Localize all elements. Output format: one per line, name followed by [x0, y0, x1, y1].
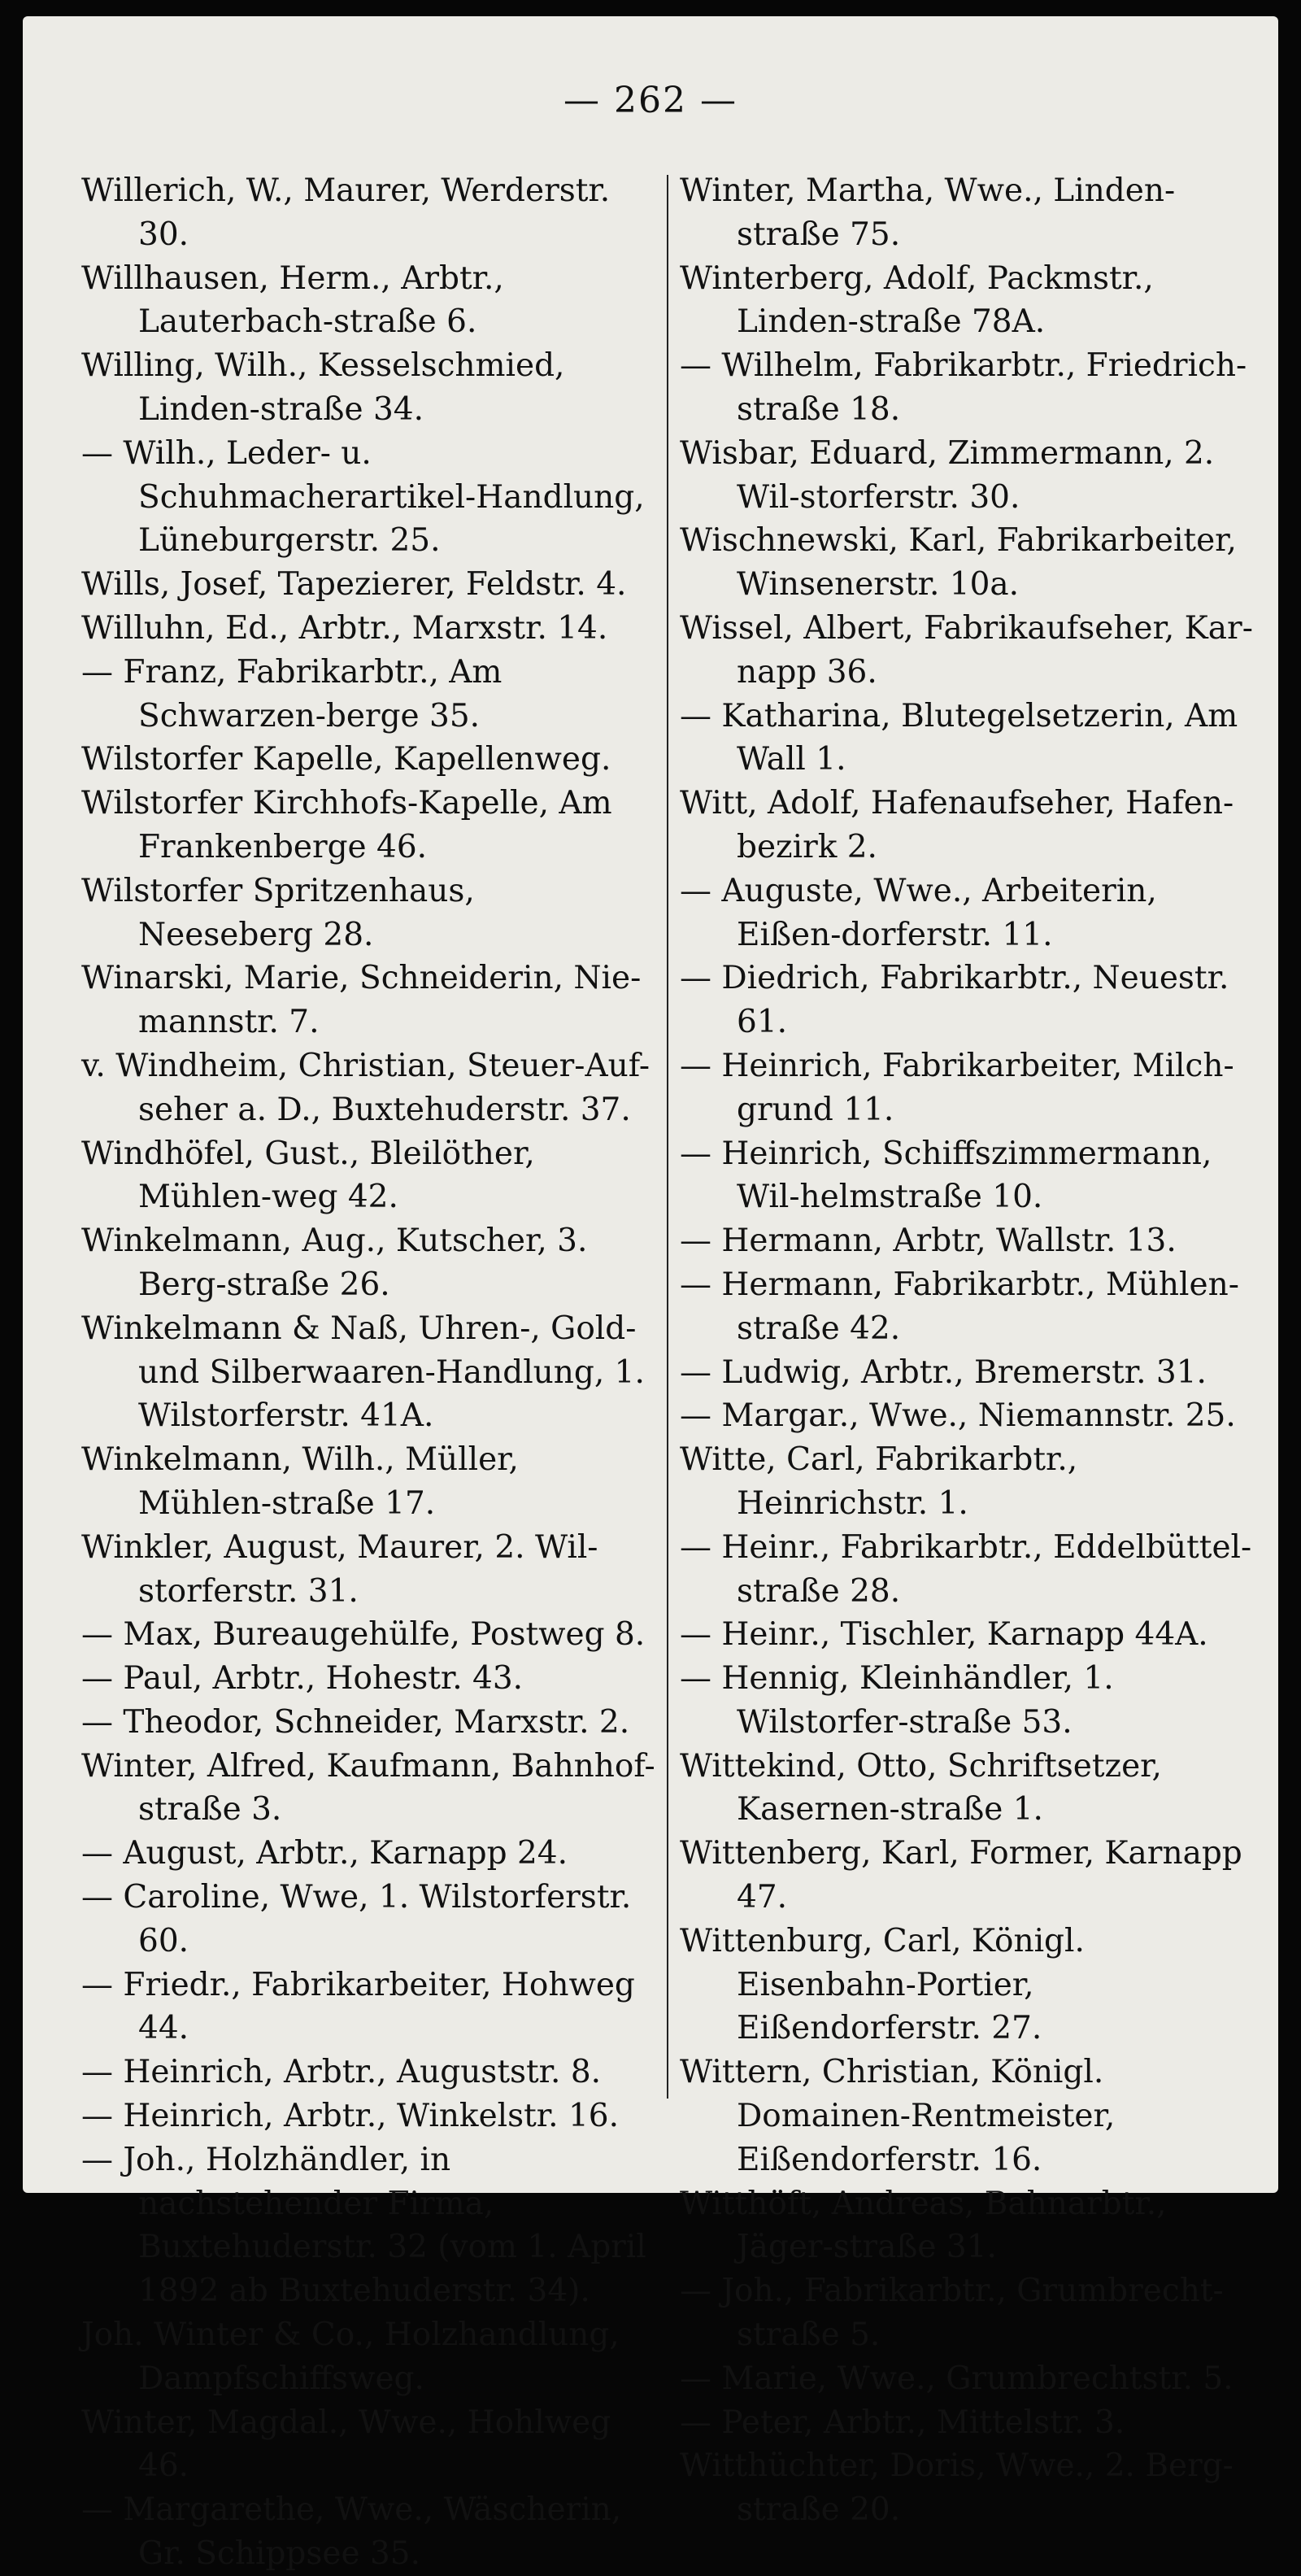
directory-page [23, 16, 1278, 2573]
directory-entry: — Paul, Arbtr., Hohestr. 43. [81, 1660, 524, 1698]
directory-entry: — Franz, Fabrikarbtr., Am Schwarzen-berge 35. [81, 653, 503, 734]
directory-entry: Winter, Magdal., Wwe., Hohlweg 46. [81, 2404, 611, 2485]
directory-entry: — Heinr., Tischler, Karnapp 44A. [680, 1616, 1208, 1654]
directory-entry: — Theodor, Schneider, Marxstr. 2. [81, 1703, 630, 1741]
right-column [680, 169, 1257, 2532]
directory-entry: — Wilh., Leder- u. Schuhmacherartikel-Handlung, Lüneburgerstr. 25. [81, 434, 645, 560]
column-divider [667, 175, 668, 2099]
directory-entry: — Marie, Wwe., Grumbrechtstr. 5. [680, 2360, 1234, 2397]
directory-entry: — Caroline, Wwe, 1. Wilstorferstr. 60. [81, 1879, 632, 1959]
directory-entry: Joh. Winter & Co., Holzhandlung, Dampfschiffsweg. [81, 2317, 620, 2397]
directory-entry: Windhöfel, Gust., Bleilöther, Mühlen-weg 42. [81, 1135, 535, 1216]
directory-entry: Willhausen, Herm., Arbtr., Lauterbach-straße 6. [81, 259, 504, 341]
directory-entry: Witthöft, Andreas, Bahnarbtr., Jäger-straße 31. [680, 2185, 1167, 2266]
directory-entry: Winkelmann, Aug., Kutscher, 3. Berg-straße 26. [81, 1223, 588, 1303]
directory-entry: Wittenburg, Carl, Königl. Eisenbahn-Portier, Eißendorferstr. 27. [680, 1922, 1085, 2047]
directory-entry: v. Windheim, Christian, Steuer-Auf-seher a. D., Buxtehuderstr. 37. [81, 1047, 650, 1128]
directory-entry: — Max, Bureaugehülfe, Postweg 8. [81, 1616, 646, 1654]
directory-entry: Winarski, Marie, Schneiderin, Nie-mannstr. 7. [81, 960, 642, 1041]
directory-entry: — Margarethe, Wwe., Wäscherin, Gr. Schippsee 35. [81, 2491, 622, 2573]
directory-entry: Witte, Carl, Fabrikarbtr., Heinrichstr. 1. [680, 1441, 1078, 1522]
directory-entry: Wilstorfer Spritzenhaus, Neeseberg 28. [81, 872, 475, 953]
directory-entry: Winter, Alfred, Kaufmann, Bahnhof-straße 3. [81, 1747, 655, 1828]
directory-entry: Wills, Josef, Tapezierer, Feldstr. 4. [81, 566, 627, 604]
directory-entry: — Hennig, Kleinhändler, 1. Wilstorfer-straße 53. [680, 1660, 1114, 1741]
directory-entry: — Heinr., Fabrikarbtr., Eddelbüttel-straße 28. [680, 1528, 1252, 1610]
directory-entry: — Wilhelm, Fabrikarbtr., Friedrich-straße 18. [680, 347, 1247, 428]
directory-entry: Winkelmann, Wilh., Müller, Mühlen-straße 17. [81, 1441, 519, 1522]
directory-entry: — Heinrich, Arbtr., Winkelstr. 16. [81, 2098, 619, 2135]
directory-entry: — Hermann, Arbtr, Wallstr. 13. [680, 1223, 1177, 1260]
directory-entry: Wittern, Christian, Königl. Domainen-Rentmeister, Eißendorferstr. 16. [680, 2054, 1116, 2178]
directory-entry: — Heinrich, Schiffszimmermann, Wil-helmstraße 10. [680, 1135, 1212, 1216]
directory-entry: — Auguste, Wwe., Arbeiterin, Eißen-dorferstr. 11. [680, 872, 1157, 953]
directory-entry: Winterberg, Adolf, Packmstr., Linden-straße 78A. [680, 259, 1154, 341]
directory-entry: Witt, Adolf, Hafenaufseher, Hafen-bezirk 2. [680, 785, 1234, 865]
directory-entry: Wilstorfer Kapelle, Kapellenweg. [81, 741, 611, 778]
directory-entry: Wisbar, Eduard, Zimmermann, 2. Wil-storferstr. 30. [680, 434, 1215, 516]
directory-entry: — Joh., Fabrikarbtr., Grumbrecht-straße 5. [680, 2273, 1224, 2354]
directory-entry: Winkelmann & Naß, Uhren-, Gold- und Silberwaaren-Handlung, 1. Wilstorferstr. 41A. [81, 1310, 645, 1435]
directory-entry: Wissel, Albert, Fabrikaufseher, Kar-napp 36. [680, 609, 1253, 691]
directory-entry: — Heinrich, Fabrikarbeiter, Milch-grund 11. [680, 1047, 1234, 1128]
directory-entry: Willuhn, Ed., Arbtr., Marxstr. 14. [81, 609, 608, 647]
directory-entry: Winkler, August, Maurer, 2. Wil-storferstr. 31. [81, 1528, 598, 1610]
directory-entry: — Heinrich, Arbtr., Auguststr. 8. [81, 2054, 602, 2091]
directory-entry: — Katharina, Blutegelsetzerin, Am Wall 1. [680, 697, 1238, 778]
directory-entry: — August, Arbtr., Karnapp 24. [81, 1835, 568, 1872]
directory-entry: Wittekind, Otto, Schriftsetzer, Kasernen-straße 1. [680, 1747, 1162, 1828]
directory-entry: Winter, Martha, Wwe., Linden-straße 75. [680, 172, 1176, 253]
directory-entry: Witthüchter, Doris, Wwe., 2. Berg-straße 20. [680, 2447, 1234, 2529]
directory-entry: Wittenberg, Karl, Former, Karnapp 47. [680, 1835, 1242, 1916]
directory-entry: — Joh., Holzhändler, in nachstehender Firma, Buxtehuderstr. 32 (vom 1. April 1892 ab Buxtehuderstr. 34). [81, 2141, 646, 2310]
directory-entry: — Peter, Arbtr., Mittelstr. 3. [680, 2404, 1125, 2441]
directory-entry: — Diedrich, Fabrikarbtr., Neuestr. 61. [680, 960, 1229, 1041]
directory-entry: Wischnewski, Karl, Fabrikarbeiter, Winsenerstr. 10a. [680, 522, 1237, 604]
directory-entry: — Hermann, Fabrikarbtr., Mühlen-straße 42. [680, 1266, 1239, 1347]
directory-entry: — Margar., Wwe., Niemannstr. 25. [680, 1397, 1236, 1435]
directory-entry: — Ludwig, Arbtr., Bremerstr. 31. [680, 1353, 1207, 1391]
directory-entry: Willerich, W., Maurer, Werderstr. 30. [81, 172, 611, 253]
directory-entry: Willing, Wilh., Kesselschmied, Linden-straße 34. [81, 347, 565, 428]
left-column [81, 169, 659, 2576]
directory-entry: — Friedr., Fabrikarbeiter, Hohweg 44. [81, 1966, 635, 2047]
page-number: — 262 — [563, 80, 738, 121]
directory-entry: Wilstorfer Kirchhofs-Kapelle, Am Frankenberge 46. [81, 785, 612, 865]
